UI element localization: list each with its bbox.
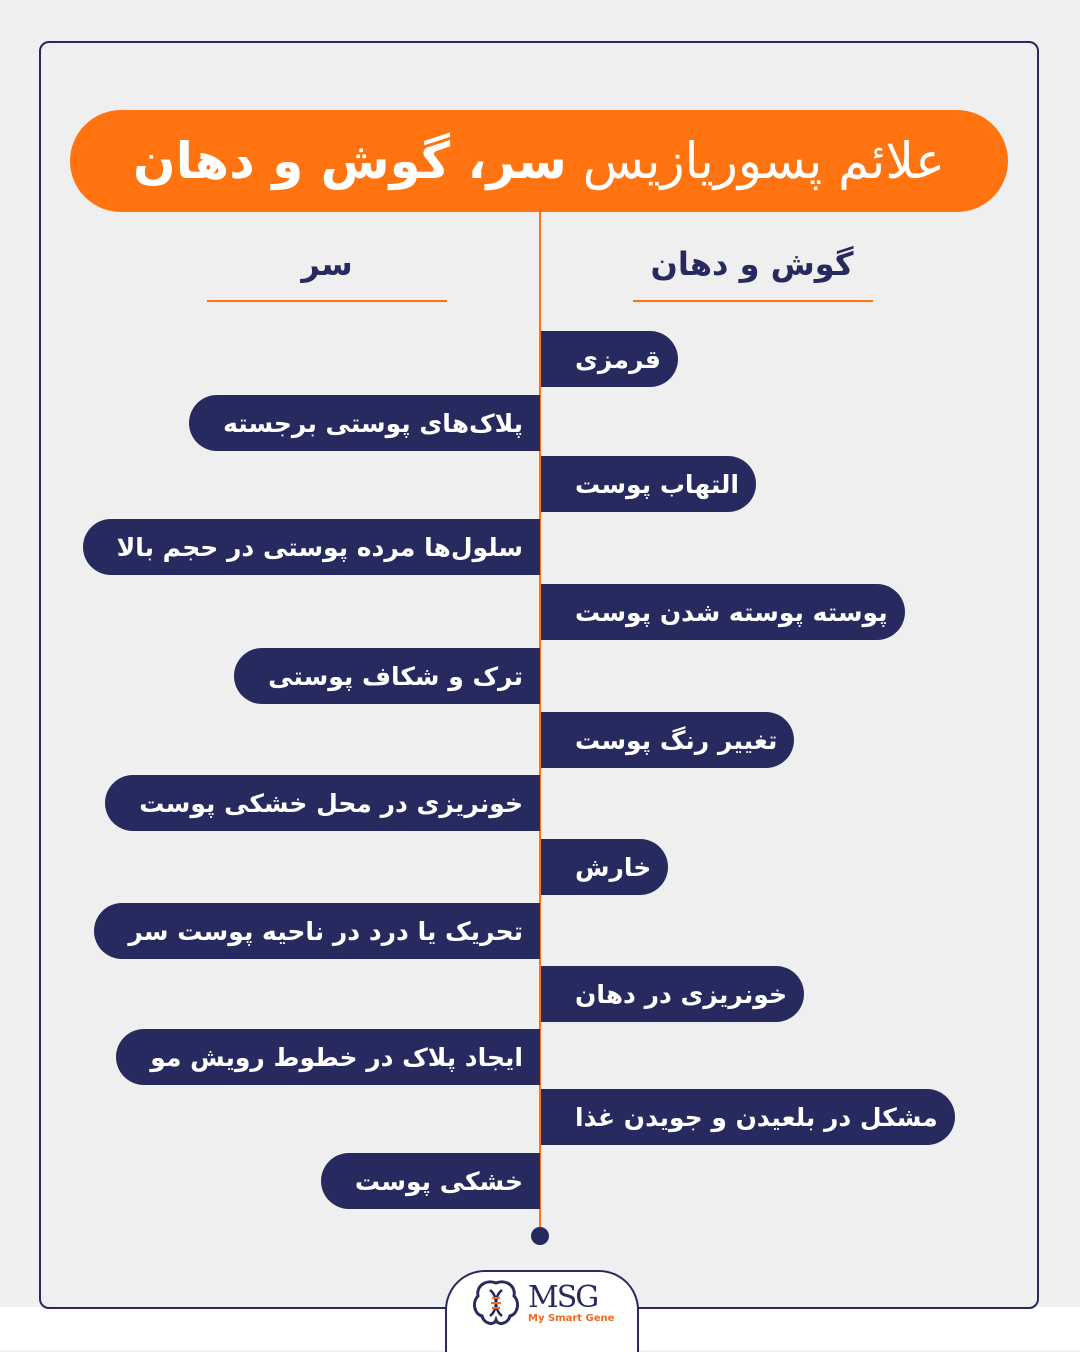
column-underline-left [207,300,447,302]
title-bold: سر، گوش و دهان [133,132,567,190]
symptom-scalp: خشکی پوست [321,1153,540,1209]
page-title [70,110,1008,212]
title-light: علائم پسوریازیس [582,132,945,190]
symptom-scalp: خونریزی در محل خشکی پوست [105,775,540,831]
symptom-ear-mouth: قرمزی [541,331,678,387]
brain-dna-icon [470,1278,522,1328]
symptom-ear-mouth: مشکل در بلعیدن و جویدن غذا [541,1089,955,1145]
symptom-ear-mouth: التهاب پوست [541,456,756,512]
logo-name: MSG [528,1279,598,1315]
symptom-scalp: تحریک یا درد در ناحیه پوست سر [94,903,540,959]
timeline-end-dot [531,1227,549,1245]
symptom-ear-mouth: تغییر رنگ پوست [541,712,794,768]
logo-tagline: My Smart Gene [528,1312,615,1324]
symptom-scalp: سلول‌ها مرده پوستی در حجم بالا [83,519,540,575]
symptom-ear-mouth: خارش [541,839,668,895]
symptom-scalp: پلاک‌های پوستی برجسته [189,395,540,451]
brand-logo [470,1278,614,1328]
symptom-scalp: ایجاد پلاک در خطوط رویش مو [116,1029,540,1085]
column-header-ear-mouth: گوش و دهان [650,245,854,283]
symptom-ear-mouth: پوسته پوسته شدن پوست [541,584,905,640]
symptom-ear-mouth: خونریزی در دهان [541,966,804,1022]
column-header-scalp: سر [301,245,353,283]
column-underline-right [633,300,873,302]
symptom-scalp: ترک و شکاف پوستی [234,648,540,704]
